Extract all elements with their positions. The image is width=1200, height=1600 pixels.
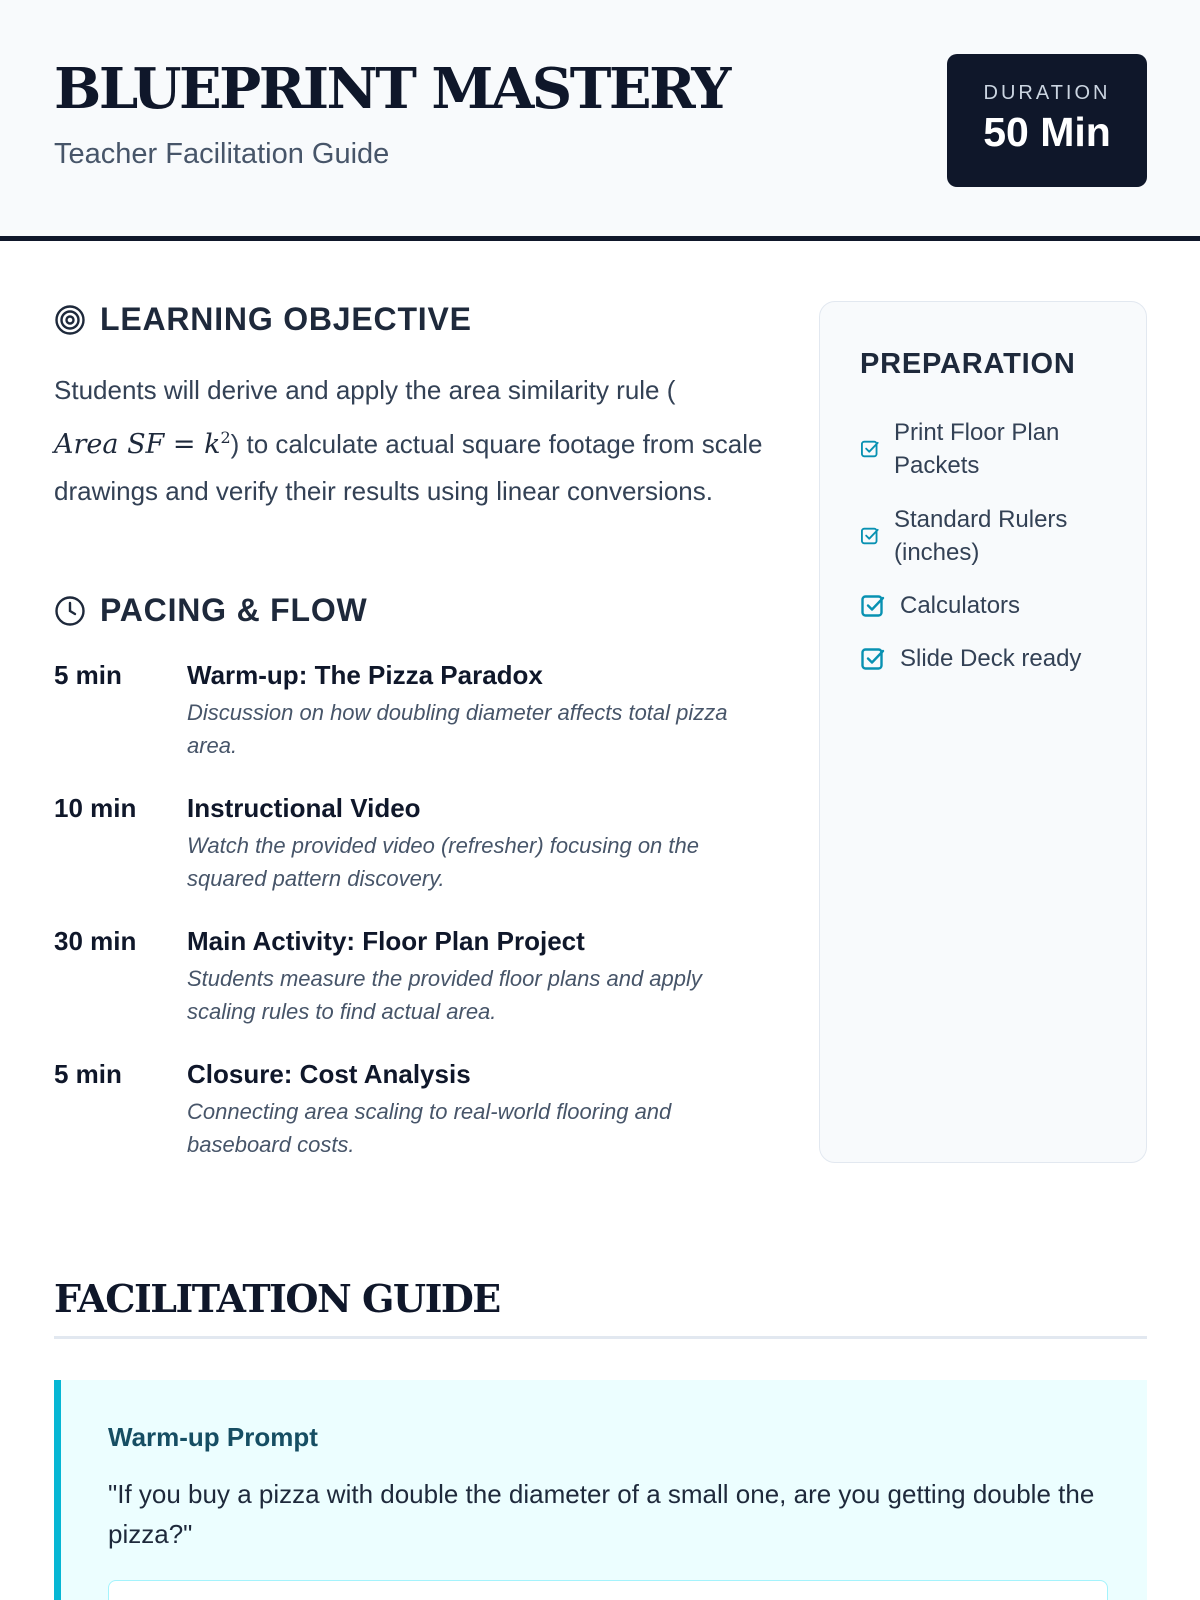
duration-value: 50 Min — [983, 109, 1111, 155]
pacing-title: Closure: Cost Analysis — [187, 1059, 471, 1089]
preparation-item — [860, 642, 1130, 675]
objective-text-before: Students will derive and apply the area similarity rule ( — [54, 375, 676, 405]
page-subtitle: Teacher Facilitation Guide — [54, 138, 390, 170]
objective-text-after: ) to calculate actual square footage from scale drawings and verify their results using linear conversions. — [54, 429, 763, 506]
pacing-item — [54, 922, 774, 1055]
pacing-item — [54, 789, 774, 922]
callout-inner-box — [108, 1580, 1108, 1600]
preparation-item — [860, 416, 1130, 482]
formula-base: Area SF = k — [54, 429, 221, 460]
pacing-title: Instructional Video — [187, 793, 421, 823]
preparation-panel — [819, 301, 1147, 1163]
pacing-title: Warm-up: The Pizza Paradox — [187, 660, 543, 690]
duration-badge — [947, 54, 1147, 187]
preparation-item — [860, 589, 1130, 622]
preparation-item — [860, 503, 1130, 569]
pacing-description: Discussion on how doubling diameter affects total pizza area. — [187, 700, 728, 758]
checkbox-icon — [860, 593, 886, 619]
pacing-description: Students measure the provided floor plans and apply scaling rules to find actual area. — [187, 966, 702, 1024]
objective-text — [54, 367, 774, 515]
area-formula — [54, 429, 231, 460]
facilitation-heading: FACILITATION GUIDE — [54, 1276, 500, 1321]
pacing-item — [54, 656, 774, 789]
pacing-time: 30 min — [54, 926, 137, 956]
pacing-time: 10 min — [54, 793, 137, 823]
callout-quote: "If you buy a pizza with double the diameter of a small one, are you getting double the pizza?" — [108, 1479, 1095, 1549]
target-icon — [54, 304, 86, 336]
pacing-heading-text: PACING & FLOW — [100, 592, 368, 628]
callout-title: Warm-up Prompt — [108, 1422, 318, 1452]
clock-icon — [54, 595, 86, 627]
pacing-item — [54, 1055, 774, 1188]
preparation-label: Standard Rulers (inches) — [894, 506, 1068, 566]
page-title: BLUEPRINT MASTERY — [54, 56, 729, 122]
preparation-heading: PREPARATION — [860, 348, 1076, 380]
pacing-time: 5 min — [54, 1059, 122, 1089]
checkbox-icon — [860, 439, 880, 459]
preparation-label: Calculators — [900, 592, 1021, 619]
preparation-label: Slide Deck ready — [900, 645, 1082, 672]
preparation-label: Print Floor Plan Packets — [894, 419, 1060, 479]
pacing-heading — [54, 592, 368, 629]
pacing-description: Watch the provided video (refresher) focusing on the squared pattern discovery. — [187, 833, 699, 891]
pacing-title: Main Activity: Floor Plan Project — [187, 926, 585, 956]
section-divider — [54, 1336, 1147, 1339]
pacing-description: Connecting area scaling to real-world flooring and baseboard costs. — [187, 1099, 672, 1157]
formula-exponent: 2 — [220, 428, 231, 447]
objective-heading-text: LEARNING OBJECTIVE — [100, 301, 472, 337]
pacing-list — [54, 656, 774, 1188]
pacing-time: 5 min — [54, 660, 122, 690]
page-header — [0, 0, 1200, 241]
objective-heading — [54, 301, 472, 338]
checkbox-icon — [860, 526, 880, 546]
warmup-callout — [54, 1380, 1147, 1600]
duration-label: DURATION — [983, 82, 1111, 104]
checkbox-icon — [860, 646, 886, 672]
